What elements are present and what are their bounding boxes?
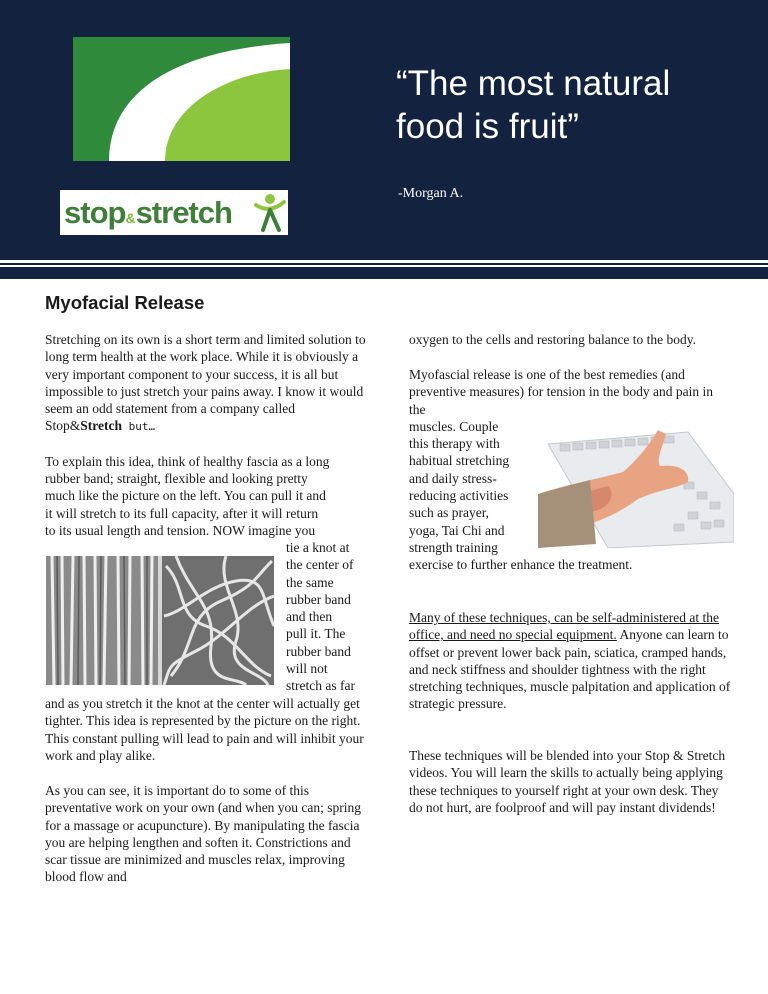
left-p2-line: To explain this idea, think of healthy fascia as a long xyxy=(45,454,330,469)
left-p2-wrap-line: stretch as far xyxy=(286,678,355,693)
left-p2-wrap-line: the same xyxy=(286,575,334,590)
article-title: Myofacial Release xyxy=(45,292,205,313)
left-p2-line: to its usual length and tension. NOW imagine you xyxy=(45,523,316,538)
left-paragraph-1 xyxy=(45,331,367,436)
left-p2-wrap-line: and then xyxy=(286,609,333,624)
right-p1-wrap-line: reducing activities xyxy=(409,488,509,503)
left-p2-line: much like the picture on the left. You can pull it and xyxy=(45,488,326,503)
brand-wordmark: stop&stretch xyxy=(64,195,232,230)
right-paragraph-1-mid: Myofascial release is one of the best remedies (and preventive measures) for tension in the body and pain in the xyxy=(409,367,714,417)
divider-thin xyxy=(0,263,768,265)
left-p2-wrap-line: pull it. The xyxy=(286,626,346,641)
left-p2-wrap-line: tie a knot at xyxy=(286,540,350,555)
stop-and-stretch-logo xyxy=(60,190,288,235)
right-p1-wrap-line: this therapy with xyxy=(409,436,500,451)
right-p2-underlined: Many of these techniques, can be self-administered at the office, and need no special equipment. xyxy=(409,610,720,643)
left-p1-text: Stretching on its own is a short term and limited solution to long term health at the work place. While it is obviously a very important component to your success, it is all but impossible to just stretch your pains away. I know it would seem an odd statement from a company called Stop& xyxy=(45,332,366,434)
left-p2-wrap-line: rubber band xyxy=(286,592,351,607)
right-paragraph-2 xyxy=(409,609,731,713)
right-p1-wrap-line: and daily stress- xyxy=(409,471,497,486)
right-p1-wrap-line: muscles. Couple xyxy=(409,419,499,434)
left-p1-bold: Stretch xyxy=(80,418,123,434)
header-quote: “The most natural food is fruit” xyxy=(396,64,671,146)
green-arc-logo xyxy=(73,37,290,161)
divider-thick xyxy=(0,267,768,279)
left-paragraph-2-rest: and as you stretch it the knot at the center will actually get tighter. This idea is represented by the picture on the right. This constant pulling will lead to pain and will inhibit your work and play alike. xyxy=(45,696,364,763)
left-p2-wrap-line: will not xyxy=(286,661,328,676)
right-paragraph-1-top: oxygen to the cells and restoring balance to the body. xyxy=(409,332,697,347)
fascia-comparison-image xyxy=(46,556,274,685)
right-paragraph-1-end: exercise to further enhance the treatment. xyxy=(409,557,633,572)
left-p2-line: it will stretch to its full capacity, after it will return xyxy=(45,506,319,521)
left-p2-wrap-line: rubber band xyxy=(286,644,351,659)
quote-author: -Morgan A. xyxy=(398,186,464,201)
left-p2-wrap-line: the center of xyxy=(286,557,354,572)
right-p1-wrap-line: such as prayer, xyxy=(409,505,490,520)
right-paragraph-3: These techniques will be blended into your Stop & Stretch videos. You will learn the skills to actually being applying these techniques to yourself right at your own desk. They do not hurt, are foolproof and will pay instant dividends! xyxy=(409,748,726,815)
right-p1-wrap-line: strength training xyxy=(409,540,498,555)
right-p1-wrap-line: habitual stretching xyxy=(409,453,510,468)
wrist-pain-keyboard-image xyxy=(538,424,734,548)
right-p2-rest: Anyone can learn to offset or prevent lower back pain, sciatica, cramped hands, and neck stiffness and shoulder tightness with the right stretching techniques, muscle palpitation and application of strategic pressure. xyxy=(409,627,731,712)
left-p1-tail: but… xyxy=(122,420,156,434)
left-paragraph-3: As you can see, it is important do to some of this preventative work on your own (and when you can; spring for a massage or acupuncture). By manipulating the fascia you are helping lengthen and soften it. Constrictions and scar tissue are minimized and muscles relax, improving blood flow and xyxy=(45,783,362,885)
left-p2-line: rubber band; straight, flexible and looking pretty xyxy=(45,471,308,486)
right-p1-wrap-line: yoga, Tai Chi and xyxy=(409,523,505,538)
stretching-figure-icon xyxy=(253,192,287,232)
